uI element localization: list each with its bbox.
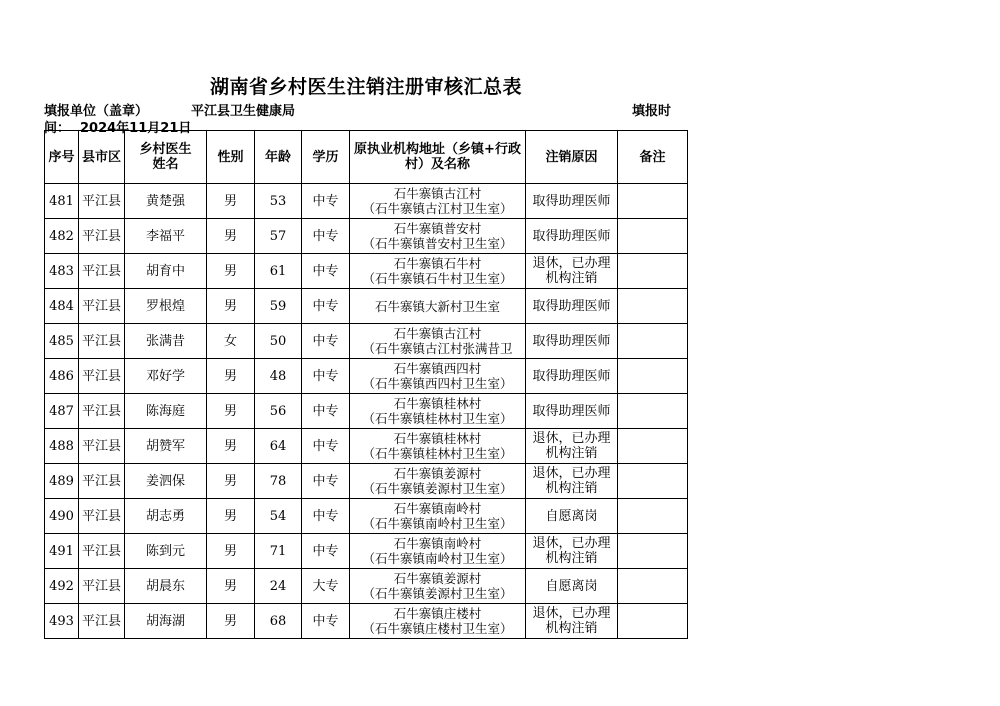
table-row (45, 604, 688, 639)
cell-seq: 486 (45, 359, 79, 394)
cell-address (350, 569, 526, 604)
cell-age: 54 (255, 499, 302, 534)
cell-address (350, 429, 526, 464)
cell-address-line-1: 石牛寨镇姜源村 (393, 466, 482, 481)
cell-county: 平江县 (79, 464, 125, 499)
cell-reason-line-2: 机构注销 (545, 551, 598, 566)
cell-reason-line-1: 退休，已办理 (532, 431, 611, 446)
header-reason: 注销原因 (526, 131, 618, 184)
cell-remark (618, 289, 688, 324)
cell-gender: 男 (207, 569, 255, 604)
cell-edu: 中专 (302, 219, 350, 254)
cell-county: 平江县 (79, 499, 125, 534)
cell-address (350, 184, 526, 219)
cell-address (350, 324, 526, 359)
cell-gender: 女 (207, 324, 255, 359)
table-row (45, 569, 688, 604)
cell-gender: 男 (207, 254, 255, 289)
cell-gender: 男 (207, 394, 255, 429)
cell-address (350, 604, 526, 639)
cell-address-line-1: 石牛寨镇桂林村 (393, 431, 482, 446)
cell-address-line-2: （石牛寨镇桂林村卫生室） (362, 411, 513, 426)
cell-edu: 中专 (302, 359, 350, 394)
cell-seq: 491 (45, 534, 79, 569)
cell-gender: 男 (207, 184, 255, 219)
cell-age: 64 (255, 429, 302, 464)
cell-address-line-1: 石牛寨镇桂林村 (393, 396, 482, 411)
cell-reason-line-1: 退休，已办理 (532, 606, 611, 621)
cell-edu: 中专 (302, 324, 350, 359)
table-row (45, 499, 688, 534)
cell-reason (526, 359, 618, 394)
cell-reason (526, 254, 618, 289)
cell-county: 平江县 (79, 219, 125, 254)
fill-date: 2024年11月21日 (80, 121, 192, 136)
cell-address-line-2: （石牛寨镇石牛村卫生室） (362, 271, 513, 286)
table-row (45, 324, 688, 359)
unit-label: 填报单位（盖章） (44, 104, 149, 119)
cell-name: 陈海庭 (125, 394, 207, 429)
cell-edu: 中专 (302, 534, 350, 569)
cell-age: 57 (255, 219, 302, 254)
cell-county: 平江县 (79, 429, 125, 464)
cell-address-line-2: （石牛寨镇西四村卫生室） (362, 376, 513, 391)
header-edu: 学历 (302, 131, 350, 184)
cell-seq: 487 (45, 394, 79, 429)
cell-remark (618, 429, 688, 464)
table-row (45, 394, 688, 429)
cell-seq: 485 (45, 324, 79, 359)
cell-address-line-1: 石牛寨镇石牛村 (393, 256, 482, 271)
cell-county: 平江县 (79, 394, 125, 429)
cell-reason (526, 324, 618, 359)
cell-seq: 489 (45, 464, 79, 499)
table-row (45, 219, 688, 254)
cell-reason (526, 289, 618, 324)
cell-name: 胡志勇 (125, 499, 207, 534)
cell-address (350, 219, 526, 254)
cell-gender: 男 (207, 604, 255, 639)
cell-reason (526, 184, 618, 219)
cell-address (350, 359, 526, 394)
cell-age: 50 (255, 324, 302, 359)
cell-reason-line-1: 取得助理医师 (532, 368, 611, 384)
cell-name: 胡育中 (125, 254, 207, 289)
cell-address-line-1: 石牛寨镇南岭村 (393, 536, 482, 551)
cell-reason (526, 534, 618, 569)
cell-remark (618, 184, 688, 219)
cell-address-line-2: （石牛寨镇桂林村卫生室） (362, 446, 513, 461)
header-seq: 序号 (45, 131, 79, 184)
table-row (45, 429, 688, 464)
cell-address-line-1: 石牛寨镇古江村 (393, 326, 482, 341)
cell-remark (618, 394, 688, 429)
cell-seq: 492 (45, 569, 79, 604)
cell-name: 黄楚强 (125, 184, 207, 219)
cell-address-line-1: 石牛寨镇大新村卫生室 (374, 298, 500, 314)
cell-edu: 中专 (302, 184, 350, 219)
cell-seq: 481 (45, 184, 79, 219)
cell-remark (618, 219, 688, 254)
cell-county: 平江县 (79, 324, 125, 359)
cell-reason (526, 394, 618, 429)
table-row (45, 184, 688, 219)
table-row (45, 464, 688, 499)
cell-address (350, 499, 526, 534)
cell-county: 平江县 (79, 289, 125, 324)
cell-remark (618, 569, 688, 604)
cell-address-line-2: （石牛寨镇普安村卫生室） (362, 236, 513, 251)
cell-seq: 483 (45, 254, 79, 289)
cell-gender: 男 (207, 359, 255, 394)
cell-age: 78 (255, 464, 302, 499)
deregistration-table (44, 130, 688, 639)
header-name: 乡村医生姓名 (125, 131, 207, 184)
cell-seq: 482 (45, 219, 79, 254)
cell-age: 59 (255, 289, 302, 324)
cell-edu: 中专 (302, 604, 350, 639)
cell-edu: 中专 (302, 499, 350, 534)
cell-gender: 男 (207, 534, 255, 569)
cell-reason-line-1: 取得助理医师 (532, 193, 611, 209)
table-row (45, 359, 688, 394)
cell-address-line-2: （石牛寨镇南岭村卫生室） (362, 516, 513, 531)
cell-address (350, 534, 526, 569)
time-label-part1: 填报时 (632, 104, 672, 119)
cell-reason-line-2: 机构注销 (545, 621, 598, 636)
cell-age: 56 (255, 394, 302, 429)
cell-address-line-2: （石牛寨镇庄楼村卫生室） (362, 621, 513, 636)
table-row (45, 534, 688, 569)
cell-seq: 488 (45, 429, 79, 464)
cell-remark (618, 534, 688, 569)
cell-county: 平江县 (79, 254, 125, 289)
cell-address-line-1: 石牛寨镇西四村 (393, 361, 482, 376)
cell-gender: 男 (207, 289, 255, 324)
cell-reason-line-2: 机构注销 (545, 481, 598, 496)
cell-seq: 493 (45, 604, 79, 639)
cell-age: 68 (255, 604, 302, 639)
cell-seq: 490 (45, 499, 79, 534)
cell-address (350, 394, 526, 429)
cell-reason-line-1: 取得助理医师 (532, 403, 611, 419)
cell-edu: 中专 (302, 289, 350, 324)
cell-age: 71 (255, 534, 302, 569)
unit-value: 平江县卫生健康局 (191, 104, 296, 119)
document-title: 湖南省乡村医生注销注册审核汇总表 (209, 76, 522, 98)
cell-address-line-1: 石牛寨镇古江村 (393, 186, 482, 201)
cell-county: 平江县 (79, 184, 125, 219)
cell-address-line-1: 石牛寨镇姜源村 (393, 571, 482, 586)
cell-reason-line-2: 机构注销 (545, 271, 598, 286)
cell-gender: 男 (207, 429, 255, 464)
cell-name: 胡海湖 (125, 604, 207, 639)
cell-reason-line-1: 退休，已办理 (532, 256, 611, 271)
cell-edu: 中专 (302, 254, 350, 289)
table-row (45, 254, 688, 289)
cell-gender: 男 (207, 464, 255, 499)
cell-reason (526, 569, 618, 604)
cell-reason-line-1: 取得助理医师 (532, 298, 611, 314)
cell-county: 平江县 (79, 534, 125, 569)
cell-remark (618, 604, 688, 639)
cell-county: 平江县 (79, 604, 125, 639)
cell-name: 张满昔 (125, 324, 207, 359)
time-label-part2: 间： (44, 121, 71, 136)
cell-reason (526, 429, 618, 464)
cell-age: 48 (255, 359, 302, 394)
cell-reason-line-1: 自愿离岗 (545, 578, 598, 594)
header-remark: 备注 (618, 131, 688, 184)
table-row (45, 289, 688, 324)
cell-reason-line-1: 取得助理医师 (532, 228, 611, 244)
cell-age: 61 (255, 254, 302, 289)
cell-address-line-2: （石牛寨镇古江村张满昔卫 (362, 341, 513, 356)
cell-gender: 男 (207, 219, 255, 254)
cell-name: 邓好学 (125, 359, 207, 394)
cell-name: 李福平 (125, 219, 207, 254)
cell-reason-line-1: 退休，已办理 (532, 536, 611, 551)
cell-address-line-2: （石牛寨镇古江村卫生室） (362, 201, 513, 216)
cell-edu: 中专 (302, 464, 350, 499)
cell-name: 罗根煌 (125, 289, 207, 324)
header-age: 年龄 (255, 131, 302, 184)
cell-address-line-1: 石牛寨镇庄楼村 (393, 606, 482, 621)
cell-seq: 484 (45, 289, 79, 324)
cell-remark (618, 464, 688, 499)
cell-reason (526, 464, 618, 499)
cell-address-line-2: （石牛寨镇姜源村卫生室） (362, 586, 513, 601)
cell-reason (526, 219, 618, 254)
cell-name: 陈到元 (125, 534, 207, 569)
cell-address-line-1: 石牛寨镇普安村 (393, 221, 482, 236)
cell-name: 胡赞军 (125, 429, 207, 464)
cell-reason (526, 499, 618, 534)
cell-reason-line-1: 取得助理医师 (532, 333, 611, 349)
cell-address (350, 289, 526, 324)
cell-edu: 大专 (302, 569, 350, 604)
cell-reason-line-1: 退休，已办理 (532, 466, 611, 481)
cell-gender: 男 (207, 499, 255, 534)
header-address: 原执业机构地址（乡镇+行政村）及名称 (350, 131, 526, 184)
cell-county: 平江县 (79, 359, 125, 394)
cell-county: 平江县 (79, 569, 125, 604)
cell-address (350, 254, 526, 289)
cell-reason (526, 604, 618, 639)
cell-reason-line-1: 自愿离岗 (545, 508, 598, 524)
cell-name: 胡晨东 (125, 569, 207, 604)
cell-name: 姜泗保 (125, 464, 207, 499)
header-county: 县市区 (79, 131, 125, 184)
cell-remark (618, 359, 688, 394)
cell-edu: 中专 (302, 394, 350, 429)
cell-remark (618, 324, 688, 359)
cell-address-line-2: （石牛寨镇南岭村卫生室） (362, 551, 513, 566)
header-row (45, 131, 688, 184)
cell-remark (618, 499, 688, 534)
cell-age: 24 (255, 569, 302, 604)
cell-edu: 中专 (302, 429, 350, 464)
cell-address-line-1: 石牛寨镇南岭村 (393, 501, 482, 516)
cell-age: 53 (255, 184, 302, 219)
header-gender: 性别 (207, 131, 255, 184)
cell-remark (618, 254, 688, 289)
cell-address-line-2: （石牛寨镇姜源村卫生室） (362, 481, 513, 496)
cell-address (350, 464, 526, 499)
cell-reason-line-2: 机构注销 (545, 446, 598, 461)
